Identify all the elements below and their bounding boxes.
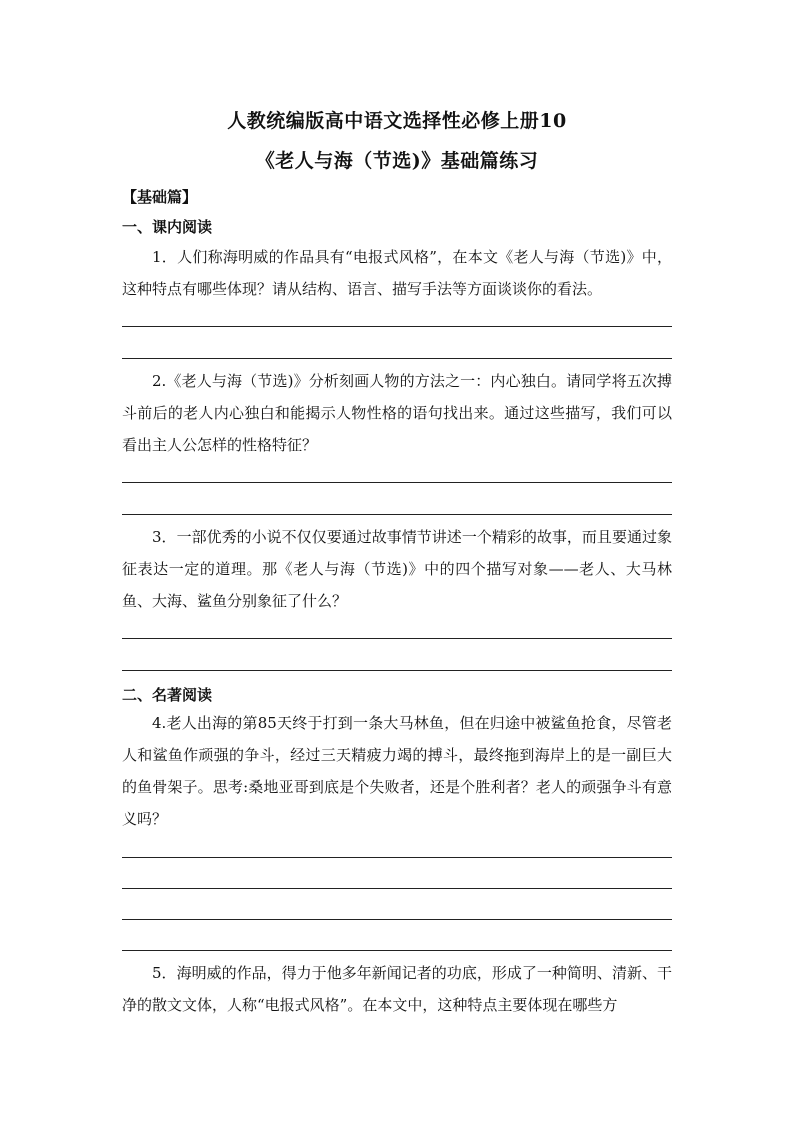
question-1: 1．人们称海明威的作品具有“电报式风格”，在本文《老人与海（节选)》中，这种特点有哪些体现？请从结构、语言、描写手法等方面谈谈你的看法。 — [122, 248, 672, 298]
answer-line[interactable] — [122, 857, 672, 858]
section-tag: 【基础篇】 — [122, 188, 198, 206]
answer-line[interactable] — [122, 326, 672, 327]
question-5: 5．海明威的作品，得力于他多年新闻记者的功底，形成了一种简明、清新、干净的散文文体，人称“电报式风格”。在本文中，这种特点主要体现在哪些方 — [122, 964, 672, 1014]
answer-line[interactable] — [122, 670, 672, 671]
question-2: 2.《老人与海（节选)》分析刻画人物的方法之一：内心独白。请同学将五次搏斗前后的老人内心独白和能揭示人物性格的语句找出来。通过这些描写，我们可以看出主人公怎样的性格特征？ — [122, 372, 672, 454]
answer-line[interactable] — [122, 950, 672, 951]
section-heading-classic-reading: 二、名著阅读 — [122, 686, 213, 704]
answer-line[interactable] — [122, 514, 672, 515]
section-heading-in-class-reading: 一、课内阅读 — [122, 218, 213, 236]
answer-line[interactable] — [122, 919, 672, 920]
answer-line[interactable] — [122, 638, 672, 639]
answer-line[interactable] — [122, 482, 672, 483]
answer-line[interactable] — [122, 888, 672, 889]
question-4: 4.老人出海的第85天终于打到一条大马林鱼，但在归途中被鲨鱼抢食，尽管老人和鲨鱼作顽强的争斗，经过三天精疲力竭的搏斗，最终拖到海岸上的是一副巨大的鱼骨架子。思考:桑地亚哥到底是个失败者，还是个胜利者？老人的顽强争斗有意义吗？ — [122, 714, 672, 828]
page-title: 人教统编版高中语文选择性必修上册10 — [227, 110, 567, 132]
page-subtitle: 《老人与海（节选)》基础篇练习 — [255, 150, 539, 172]
question-3: 3．一部优秀的小说不仅仅要通过故事情节讲述一个精彩的故事，而且要通过象征表达一定的道理。那《老人与海（节选)》中的四个描写对象——老人、大马林鱼、大海、鲨鱼分别象征了什么？ — [122, 528, 672, 610]
answer-line[interactable] — [122, 358, 672, 359]
